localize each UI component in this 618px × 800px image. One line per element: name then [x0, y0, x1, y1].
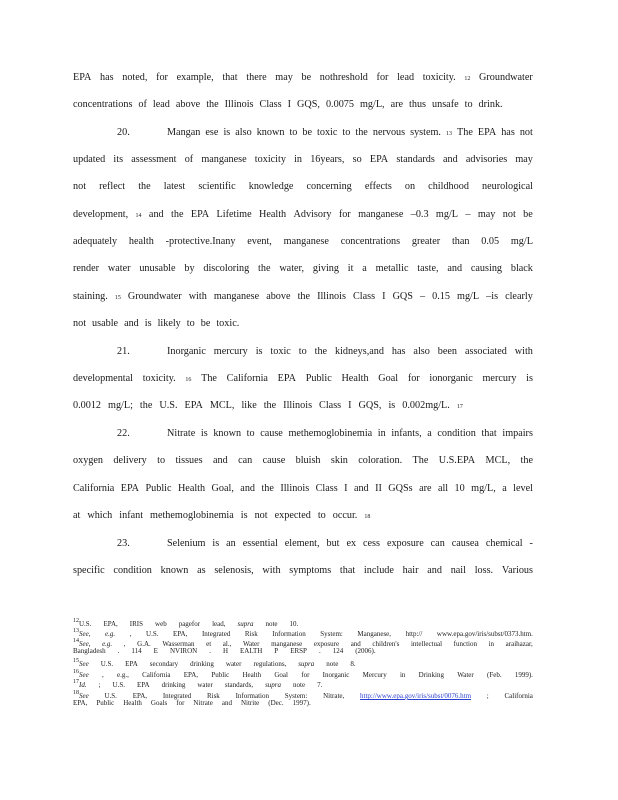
body-line [73, 318, 533, 330]
body-text: at which infant methemoglobinemia is not expected to occur. 18 [73, 510, 371, 521]
body-text: concentrations of lead above the Illinois Class I GQS, 0.0075 mg/L, are thus unsafe to drink. [73, 99, 503, 110]
body-text: 0.0012 mg/L; the U.S. EPA MCL, like the Illinois Class I GQS, is 0.002mg/L. 17 [73, 400, 463, 411]
paragraph-number: 21. [117, 346, 130, 357]
footnote-ref[interactable]: 12 [464, 76, 471, 82]
body-text: staining. 15 Groundwater with manganese above the Illinois Class I GQS – 0.15 mg/L –is clearly [73, 291, 533, 302]
body-text: specific condition known as selenosis, with symptoms that include hair and nail loss. Various [73, 565, 533, 576]
footnote-number: 13 [73, 628, 79, 634]
body-text: not reflect the latest scientific knowledge concerning effects on childhood neurological [73, 181, 533, 192]
footnote: $^{15}$See U.S. EPA secondary drinking water regulations, supra note 8. [73, 658, 356, 668]
body-line [73, 510, 533, 523]
body-line [73, 400, 533, 413]
paragraph-number: 22. [117, 428, 130, 439]
body-line [73, 154, 533, 166]
footnote-number: 15 [73, 658, 79, 664]
footnote-link[interactable]: http://www.epa.gov/iris/subst/0076.htm [360, 692, 472, 700]
body-line [73, 291, 533, 304]
body-text: Inorganic mercury is toxic to the kidneys,and has also been associated with [167, 346, 533, 357]
body-line [73, 209, 533, 222]
body-text: updated its assessment of manganese toxicity in 16years, so EPA standards and advisories may [73, 154, 533, 165]
footnote-number: 17 [73, 679, 79, 685]
footnote: $^{17}$Id. ; U.S. EPA drinking water standards, supra note 7. [73, 679, 323, 689]
footnote-ref[interactable]: 17 [456, 404, 463, 410]
body-line [73, 346, 533, 358]
paragraph-number: 23. [117, 538, 130, 549]
body-line [73, 428, 533, 440]
footnote: $^{18}$See U.S. EPA, Integrated Risk Information System: Nitrate, http://www.epa.gov/iris/subst/0076.htm ; California [73, 690, 533, 700]
body-text: Nitrate is known to cause methemoglobinemia in infants, a condition that impairs [167, 428, 533, 439]
paragraph-number: 20. [117, 127, 130, 138]
body-line [73, 483, 533, 495]
body-text: not usable and is likely to be toxic. [73, 318, 240, 329]
footnote-ref[interactable]: 13 [446, 131, 452, 137]
body-text: adequately health -protective.Inany event, manganese concentrations greater than 0.05 mg/L [73, 236, 533, 247]
body-text: EPA has noted, for example, that there may be nothreshold for lead toxicity. 12 Groundwater [73, 72, 533, 83]
footnote-ref[interactable]: 14 [135, 213, 142, 219]
footnote-ref[interactable]: 18 [364, 514, 371, 520]
body-line [73, 127, 533, 140]
body-text: development, 14 and the EPA Lifetime Health Advisory for manganese –0.3 mg/L – may not be [73, 209, 533, 220]
body-text: Mangan ese is also known to be toxic to the nervous system. 13 The EPA has not [167, 127, 533, 138]
body-text: oxygen delivery to tissues and can cause bluish skin coloration. The U.S.EPA MCL, the [73, 455, 533, 466]
footnote: $^{13}$See, e.g. , U.S. EPA, Integrated Risk Information System: Manganese, http:// www.epa.gov/iris/subst/0373.htm. [73, 628, 533, 638]
body-line [73, 236, 533, 248]
body-text: Selenium is an essential element, but ex cess exposure can causea chemical - [167, 538, 533, 549]
body-line [73, 373, 533, 386]
body-line [73, 565, 533, 577]
footnote: $^{12}$U.S. EPA, IRIS web pagefor lead, supra note 10. [73, 618, 299, 628]
body-text: developmental toxicity. 16 The California EPA Public Health Goal for ionorganic mercury is [73, 373, 533, 384]
footnote-ref[interactable]: 15 [114, 295, 121, 301]
footnote-ref[interactable]: 16 [185, 377, 192, 383]
footnote-number: 18 [73, 690, 79, 696]
body-line [73, 263, 533, 275]
body-line [73, 181, 533, 193]
footnote: $^{14}$See, e.g. , G.A. Wasserman et al., Water manganese exposure and children's intellectual function in araihazar, [73, 638, 533, 648]
footnote: Bangladesh . 114 E NVIRON . H EALTH P ERSP . 124 (2006). [73, 647, 376, 655]
footnote-number: 14 [73, 638, 79, 644]
body-text: render water unusable by discoloring the water, giving it a metallic taste, and causing black [73, 263, 533, 274]
body-text: California EPA Public Health Goal, and the Illinois Class I and II GQSs are all 10 mg/L, a level [73, 483, 533, 494]
body-line [73, 455, 533, 467]
body-line [73, 99, 533, 111]
body-line [73, 538, 533, 550]
footnote-number: 12 [73, 618, 79, 624]
footnote: EPA, Public Health Goals for Nitrate and Nitrite (Dec. 1997). [73, 699, 311, 707]
footnote: $^{16}$See , e.g., California EPA, Public Health Goal for Inorganic Mercury in Drinking Water (Feb. 1999). [73, 669, 533, 679]
footnote-number: 16 [73, 669, 79, 675]
body-line [73, 72, 533, 85]
